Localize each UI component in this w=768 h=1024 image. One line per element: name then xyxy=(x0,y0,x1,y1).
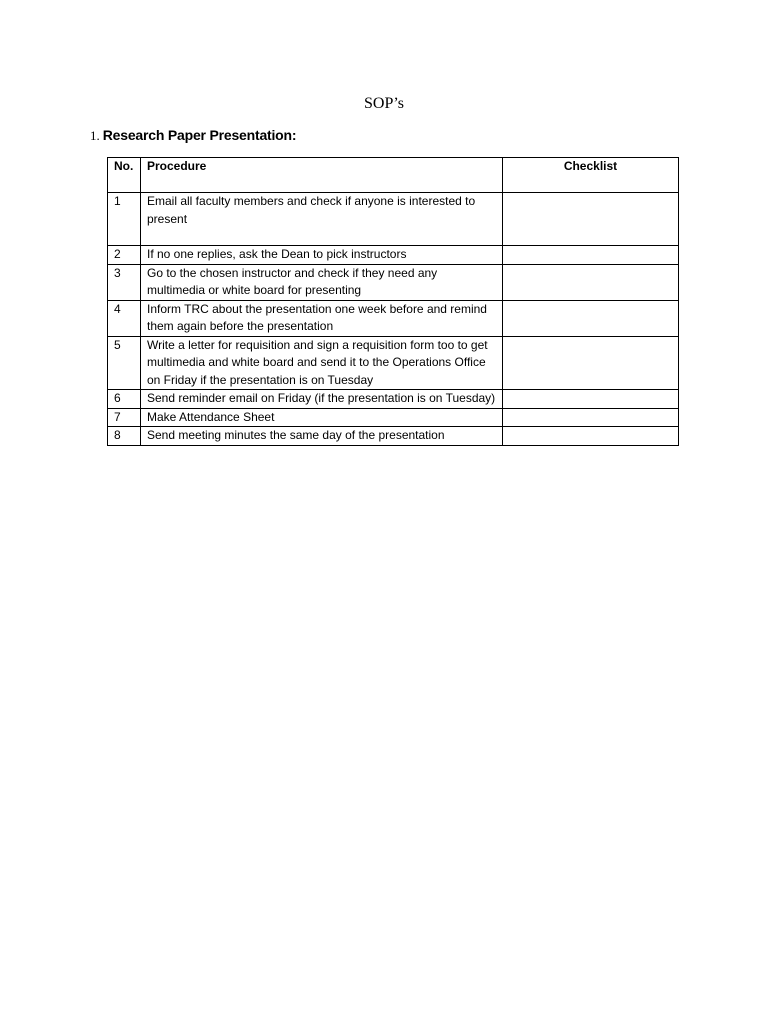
row-number: 6 xyxy=(108,390,141,409)
row-number: 7 xyxy=(108,408,141,427)
row-checklist-cell xyxy=(503,427,679,446)
row-checklist-cell xyxy=(503,246,679,265)
row-number: 4 xyxy=(108,300,141,336)
sop-table xyxy=(107,157,679,446)
table-row xyxy=(108,300,679,336)
table-row xyxy=(108,408,679,427)
header-checklist: Checklist xyxy=(503,158,679,193)
row-checklist-cell xyxy=(503,408,679,427)
row-checklist-cell xyxy=(503,390,679,409)
table-row xyxy=(108,193,679,246)
row-procedure: If no one replies, ask the Dean to pick instructors xyxy=(141,246,503,265)
table-row xyxy=(108,264,679,300)
table-row xyxy=(108,246,679,265)
row-number: 3 xyxy=(108,264,141,300)
table-row xyxy=(108,390,679,409)
row-procedure: Send meeting minutes the same day of the presentation xyxy=(141,427,503,446)
header-procedure: Procedure xyxy=(141,158,503,193)
header-no: No. xyxy=(108,158,141,193)
table-row xyxy=(108,427,679,446)
row-procedure: Email all faculty members and check if anyone is interested to present xyxy=(141,193,503,246)
row-procedure: Go to the chosen instructor and check if they need any multimedia or white board for presenting xyxy=(141,264,503,300)
row-checklist-cell xyxy=(503,264,679,300)
page-title: SOP’s xyxy=(363,95,405,112)
row-checklist-cell xyxy=(503,193,679,246)
row-number: 1 xyxy=(108,193,141,246)
row-procedure: Write a letter for requisition and sign a requisition form too to get multimedia and white board and send it to the Operations Office on Friday if the presentation is on Tuesday xyxy=(141,336,503,390)
table-row xyxy=(108,336,679,390)
section-heading-text: Research Paper Presentation: xyxy=(102,127,297,143)
row-number: 2 xyxy=(108,246,141,265)
table-header-row xyxy=(108,158,679,193)
row-procedure: Send reminder email on Friday (if the presentation is on Tuesday) xyxy=(141,390,503,409)
section-number: 1. xyxy=(90,128,100,143)
section-heading xyxy=(90,125,296,146)
row-procedure: Make Attendance Sheet xyxy=(141,408,503,427)
row-procedure: Inform TRC about the presentation one week before and remind them again before the presentation xyxy=(141,300,503,336)
row-number: 8 xyxy=(108,427,141,446)
row-checklist-cell xyxy=(503,300,679,336)
row-checklist-cell xyxy=(503,336,679,390)
row-number: 5 xyxy=(108,336,141,390)
